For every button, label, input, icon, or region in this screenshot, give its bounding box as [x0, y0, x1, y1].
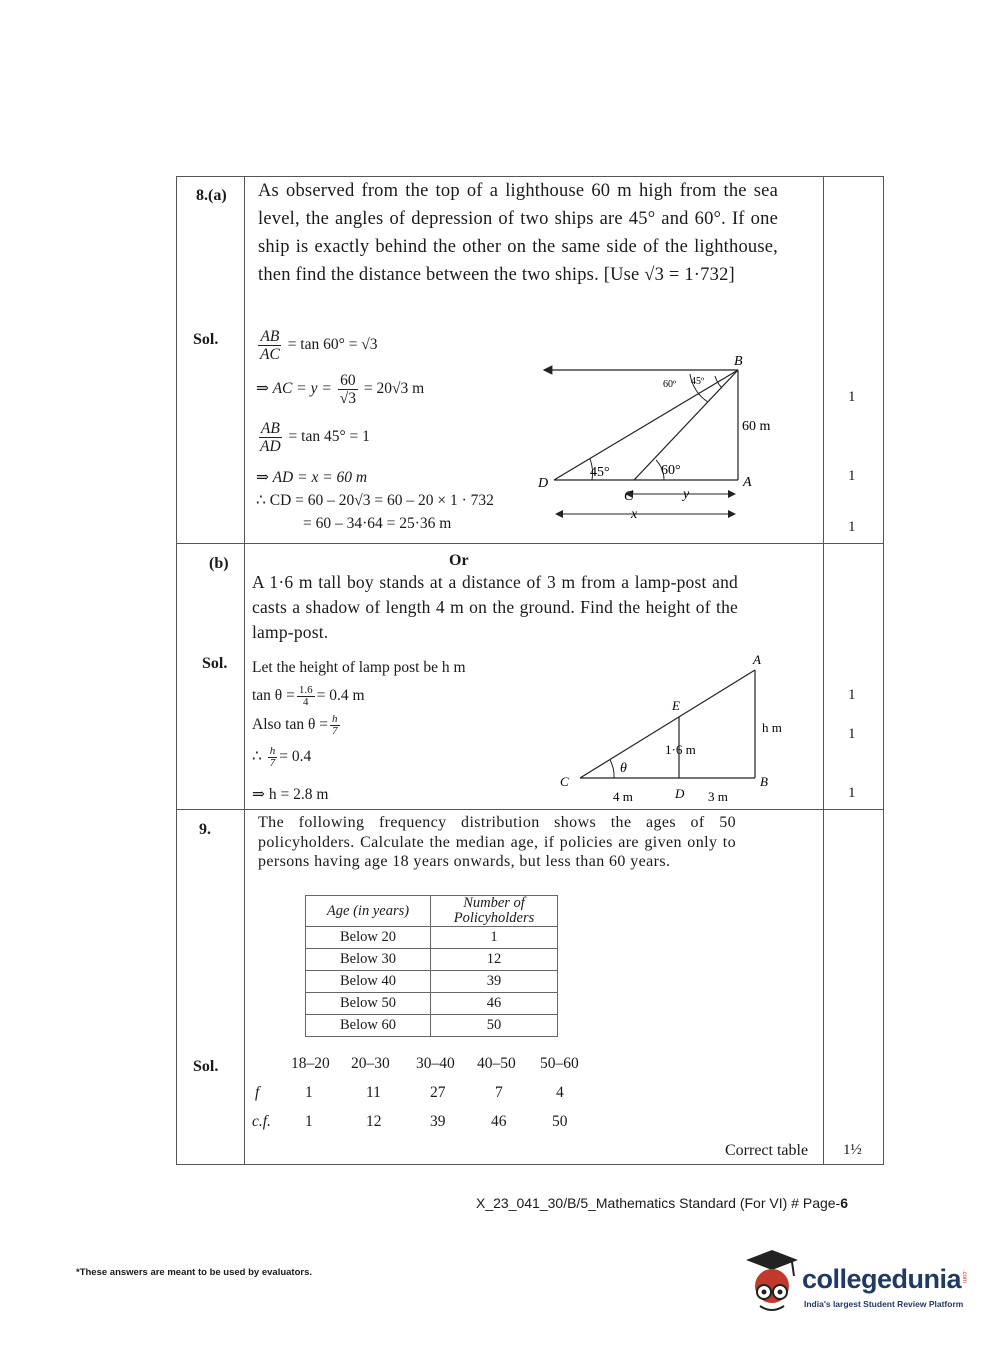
evaluator-note: *These answers are meant to be used by evaluators.	[76, 1267, 313, 1278]
mascot-icon	[742, 1248, 802, 1318]
theta-label: θ	[620, 761, 627, 776]
lighthouse-diagram	[530, 350, 790, 530]
question-text-8b: A 1·6 m tall boy stands at a distance of 3 m from a lamp-post and casts a shadow of length 4 m on the ground. Find the height of the lamp-post.	[252, 572, 738, 642]
shadow-length-label: 4 m	[613, 789, 633, 804]
x-label: x	[631, 507, 638, 522]
sol-8a-line-5: ∴ CD = 60 – 20√3 = 60 – 20 × 1 · 732	[256, 492, 494, 509]
question-text-8a: As observed from the top of a lighthouse 60 m high from the sea level, the angles of depression of two ships are 45° and 60°. If one ship is exactly behind the other on the same side of the lighthouse, then find the distance between the two ships. [Use √3 = 1·732]	[258, 181, 778, 285]
brand-suffix: .com	[961, 1270, 967, 1284]
table-row: Below 40 39	[306, 971, 558, 993]
angle-45-base: 45°	[590, 465, 610, 480]
lamp-b-label: B	[760, 774, 768, 789]
height-label: 60 m	[742, 419, 771, 434]
point-b-label: B	[734, 354, 743, 369]
collegedunia-logo	[742, 1248, 972, 1320]
mark-8a-3: 1	[848, 519, 856, 535]
lamp-a-label: A	[753, 652, 761, 667]
angle-60-base: 60°	[661, 463, 681, 478]
mark-8b-1: 1	[848, 687, 856, 703]
sol-8a-line-3: $\frac{AB}{AD}$ = tan 45° = 1	[260, 420, 370, 455]
table-row: Below 30 12	[306, 949, 558, 971]
lamp-post-diagram	[555, 648, 800, 808]
question-number-8b: (b)	[209, 555, 229, 572]
question-number-9: 9.	[199, 821, 211, 838]
boy-height-label: 1·6 m	[665, 742, 696, 757]
sol-label-8a: Sol.	[193, 331, 219, 348]
table-row: Below 60 50	[306, 1015, 558, 1037]
sol-8a-line-4: ⇒ AD = x = 60 m	[256, 469, 368, 486]
sol-8b-line-1: Let the height of lamp post be h m	[252, 659, 466, 676]
table-row: Below 20 1	[306, 927, 558, 949]
correct-table-label: Correct table	[725, 1142, 809, 1159]
point-d-label: D	[538, 476, 549, 491]
y-label: y	[683, 487, 690, 502]
sol-8a-line-1: $\frac{AB}{AC}$ = tan 60° = √3	[260, 328, 378, 363]
sol-label-8b: Sol.	[202, 655, 228, 672]
sol-8b-line-4: ∴ $\frac{h}{7}$ = 0.4	[252, 745, 312, 769]
page-number: 6	[840, 1195, 849, 1211]
point-a-label: A	[743, 475, 752, 490]
mark-8a-2: 1	[848, 468, 856, 484]
mark-8b-2: 1	[848, 726, 856, 742]
question-text-9: The following frequency distribution shows the ages of 50 policyholders. Calculate the median age, if policies are given only to persons having age 18 years onwards, but less than 60 years.	[258, 814, 736, 870]
mark-9: 1½	[843, 1142, 862, 1158]
brand-name: collegedunia	[802, 1264, 962, 1294]
sol-8a-line-6: = 60 – 34·64 = 25·36 m	[303, 515, 452, 532]
lamp-d-label: D	[675, 786, 685, 801]
point-c-label: C	[624, 489, 634, 504]
angle-60-top: 60º	[663, 379, 677, 390]
distance-label: 3 m	[708, 789, 728, 804]
page-code: X_23_041_30/B/5_Mathematics Standard (For VI) # Page-6	[476, 1195, 849, 1211]
angle-45-top: 45º	[691, 376, 705, 387]
mark-8b-3: 1	[848, 785, 856, 801]
table-row: Below 50 46	[306, 993, 558, 1015]
lamp-c-label: C	[560, 774, 569, 789]
table-head-age: Age (in years)	[306, 896, 431, 927]
lamp-height-label: h m	[762, 720, 782, 735]
or-label: Or	[449, 552, 469, 569]
brand-tagline: India's largest Student Review Platform	[804, 1299, 964, 1309]
question-number-8a: 8.(a)	[196, 187, 227, 204]
frequency-table	[305, 895, 558, 1037]
sol-8b-line-3: Also tan θ = $\frac{h}{7}$	[252, 713, 338, 737]
sol-8b-line-5: ⇒ h = 2.8 m	[252, 786, 329, 803]
sol-8a-line-2: ⇒ AC = y = $\frac{60}{√3}$ = 20√3 m	[256, 372, 425, 407]
lamp-e-label: E	[672, 698, 680, 713]
sol-8b-line-2: tan θ = $\frac{1.6}{4}$ = 0.4 m	[252, 684, 365, 708]
sol-label-9: Sol.	[193, 1058, 219, 1075]
table-head-policyholders: Number of Policyholders	[431, 896, 558, 927]
mark-8a-1: 1	[848, 389, 856, 405]
